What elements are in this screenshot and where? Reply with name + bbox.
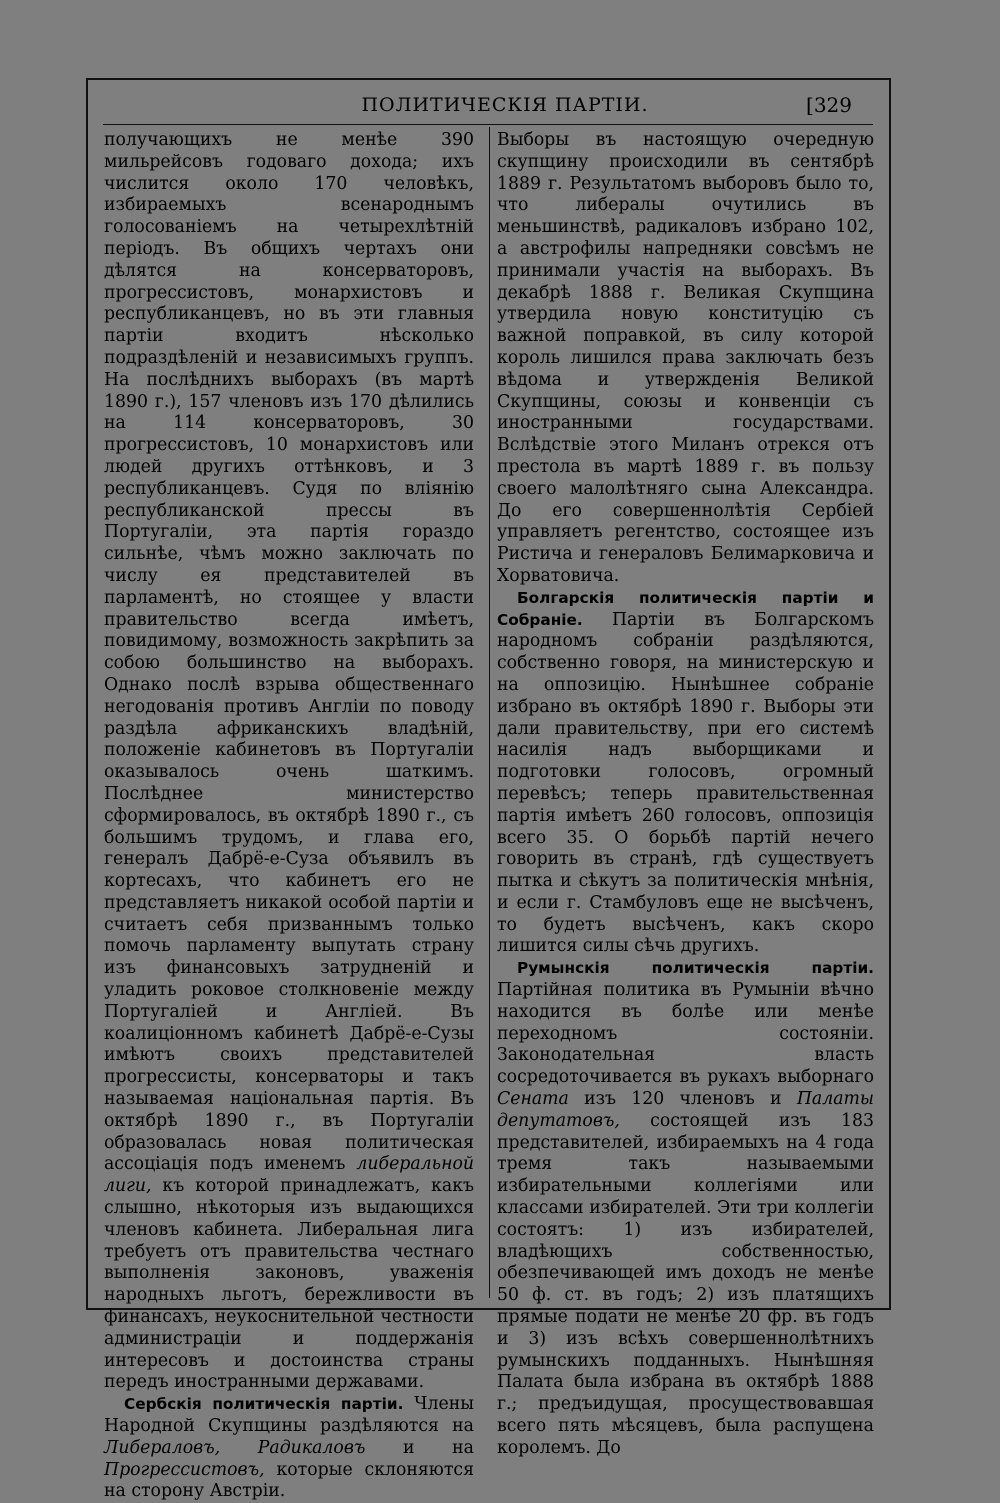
paragraph-romania xyxy=(497,958,874,1459)
serbia-text-c: которые склоняются на сторону Австріи. xyxy=(104,1459,474,1502)
romania-text-a: Партійная политика въ Румыніи вѣчно находится въ болѣе или менѣе переходномъ состояніи. Законодательная власть сосредоточивается въ рукахъ выборнаго xyxy=(497,980,874,1088)
serbia-text-a: Члены Народной Скупщины раздѣляются на xyxy=(104,1394,474,1437)
romania-text-b: изъ 120 членовъ и xyxy=(584,1089,782,1110)
serbia-heading: Сербскія политическія партіи. xyxy=(124,1395,404,1414)
page-number: [329 xyxy=(806,93,852,117)
romania-chamber: Палаты депутатовъ, xyxy=(497,1089,874,1131)
bulgaria-heading: Болгарскія политическія партіи и Собраніе. xyxy=(497,588,874,629)
bulgaria-text: Партіи въ Болгарскомъ народномъ собраніи раздѣляются, собственно говоря, на министерскую и на оппозицію. Нынѣшнее собраніе избрано въ октябрѣ 1890 г. Выборы эти дали правительству, при его системѣ насилія надъ выборщиками и подготовки голосовъ, огромный перевѣсъ; теперь правительственная партія имѣетъ 260 голосовъ, оппозиція всего 35. О борьбѣ партій нечего говорить въ странѣ, гдѣ существуетъ пытка и сѣкутъ за политическія мнѣнія, и если г. Стамбуловъ еще не высѣченъ, то будетъ высѣченъ, какъ скоро лишится силы сѣчь другихъ. xyxy=(497,609,874,957)
paragraph-serbia-cont xyxy=(497,130,874,588)
header-rule xyxy=(103,124,873,125)
page-title: ПОЛИТИЧЕСКІЯ ПАРТІИ. xyxy=(361,94,649,116)
serbia-continuation: Выборы въ настоящую очередную скупщину происходили въ сентябрѣ 1889 г. Результатомъ выборовъ было то, что либералы очутились въ меньшинствѣ, радикаловъ избрано 102, а австрофилы напредняки совсѣмъ не принимали участія на выборахъ. Въ декабрѣ 1888 г. Великая Скупщина утвердила новую конституцію съ важной поправкой, въ силу которой король лишился права заключать безъ вѣдома и утвержденія Великой Скупщины, союзы и конвенціи съ иностранными государствами. Вслѣдствіе этого Миланъ отрекся отъ престола въ мартѣ 1889 г. въ пользу своего малолѣтняго сына Александра. До его совершеннолѣтія Сербіей управляетъ регентство, состоящее изъ Ристича и генераловъ Белимарковича и Хорватовича. xyxy=(497,130,874,586)
serbia-liberals-radicals: Либераловъ, Радикаловъ xyxy=(104,1437,366,1458)
portugal-text-end: къ которой принадлежатъ, какъ слышно, нѣкоторыя изъ выдающихся членовъ кабинета. Либеральная лига требуетъ отъ правительства честнаго выполненія законовъ, уваженія народныхъ льготъ, бережливости въ финансахъ, неукоснительной честности администраціи и поддержанія интересовъ и достоинства страны передъ иностранными державами. xyxy=(104,1176,475,1393)
right-column xyxy=(497,130,874,1460)
liberal-league-term: либеральной лиги, xyxy=(104,1154,474,1197)
romania-text-c: состоящей изъ 183 представителей, избираемыхъ на 4 года тремя такъ называемыми избирательными коллегіями или классами избирателей. Эти три коллегіи состоятъ: 1) изъ избирателей, владѣющихъ собственностью, обезпечивающей имъ доходъ не менѣе 50 ф. ст. въ годъ; 2) изъ платящихъ прямые подати не менѣе 20 фр. въ годъ и 3) изъ всѣхъ совершеннолѣтнихъ румынскихъ подданныхъ. Нынѣшняя Палата была избрана въ октябрѣ 1888 г.; предъидущая, просуществовавшая всего пять мѣсяцевъ, была распущена королемъ. До xyxy=(497,1110,874,1458)
paragraph-bulgaria xyxy=(497,588,874,959)
serbia-progressists: Прогрессистовъ, xyxy=(104,1459,265,1480)
paragraph-serbia xyxy=(104,1394,474,1503)
romania-senate: Сената xyxy=(497,1089,569,1110)
serbia-text-b: и на xyxy=(403,1437,474,1458)
column-divider xyxy=(489,127,490,1298)
running-head xyxy=(90,90,880,124)
romania-heading: Румынскія политическія партіи. xyxy=(517,959,874,978)
paragraph-portugal xyxy=(104,130,474,1394)
portugal-text: получающихъ не менѣе 390 мильрейсовъ годоваго дохода; ихъ числится около 170 человѣкъ, избираемыхъ всенароднымъ голосованіемъ на четырехлѣтній періодъ. Въ общихъ чертахъ они дѣлятся на консерваторовъ, прогрессистовъ, монархистовъ и республиканцевъ, но въ эти главныя партіи входитъ нѣсколько подраздѣленій и независимыхъ группъ. На послѣднихъ выборахъ (въ мартѣ 1890 г.), 157 членовъ изъ 170 дѣлились на 114 консерваторовъ, 30 прогрессистовъ, 10 монархистовъ или людей другихъ оттѣнковъ, и 3 республиканцевъ. Судя по вліянію республиканской прессы въ Португаліи, эта партія гораздо сильнѣе, чѣмъ можно заключать по числу ея представителей въ парламентѣ, но стоящее у власти правительство всегда имѣетъ, повидимому, возможность закрѣпить за собою большинство на выборахъ. Однако послѣ взрыва общественнаго негодованія противъ Англіи по поводу раздѣла африканскихъ владѣній, положеніе кабинетовъ въ Португаліи оказывалось очень шаткимъ. Послѣднее министерство сформировалось, въ октябрѣ 1890 г., съ большимъ трудомъ, и глава его, генералъ Дабрё-е-Суза объявилъ въ кортесахъ, что кабинетъ его не представляетъ никакой особой партіи и считаетъ себя призваннымъ только помочь парламенту выпутать страну изъ финансовыхъ затрудненій и уладить роковое столкновеніе между Португаліей и Англіей. Въ коалиціонномъ кабинетѣ Дабрё-е-Сузы имѣютъ своихъ представителей прогрессисты, консерваторы и такъ называемая національная партія. Въ октябрѣ 1890 г., въ Португаліи образовалась новая политическая ассоціація подъ именемъ xyxy=(104,130,474,1175)
left-column xyxy=(104,130,474,1503)
